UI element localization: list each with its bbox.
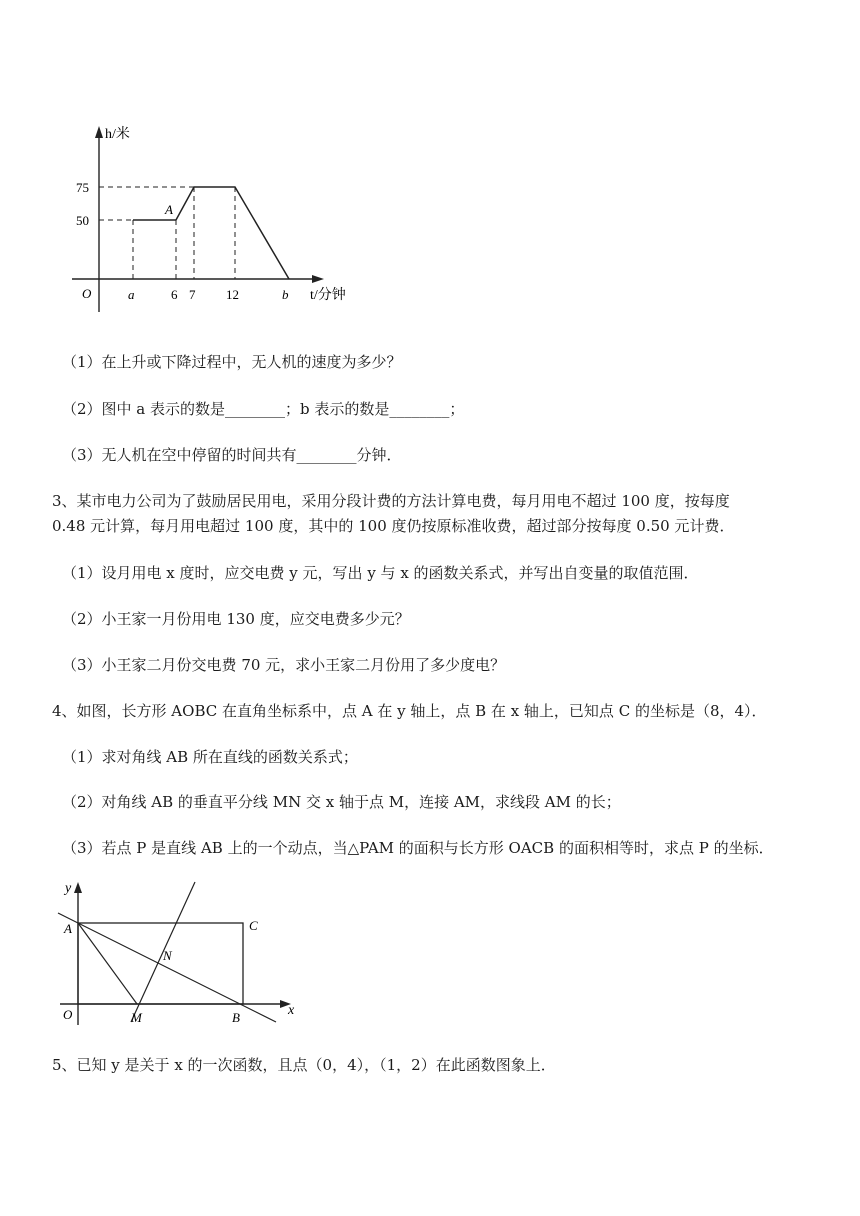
graph1-tick-7: 7: [189, 287, 196, 302]
graph1-tick-a: a: [128, 287, 135, 302]
p4-question-1: （1）求对角线 AB 所在直线的函数关系式；: [62, 748, 358, 766]
graph1-y-label: h/米: [105, 127, 130, 142]
label-M: M: [131, 1010, 142, 1025]
p4-stem: 4、如图，长方形 AOBC 在直角坐标系中，点 A 在 y 轴上，点 B 在 x 轴上，已知点 C 的坐标是（8，4）．: [52, 702, 767, 720]
segment-AM: [78, 923, 137, 1004]
altitude-time-graph: [0, 0, 860, 330]
graph2-y-label: y: [65, 881, 72, 896]
label-C: C: [249, 918, 258, 933]
p3-question-2: （2）小王家一月份用电 130 度，应交电费多少元？: [62, 610, 410, 628]
graph1-x-label: t/分钟: [310, 288, 346, 303]
p4-question-2: （2）对角线 AB 的垂直平分线 MN 交 x 轴于点 M，连接 AM，求线段 AM 的长；: [62, 793, 621, 811]
label-B: B: [232, 1010, 240, 1025]
graph1-tick-12: 12: [226, 287, 239, 302]
graph1-tick-6: 6: [171, 287, 178, 302]
graph1-x-arrow: [312, 275, 324, 283]
graph1-origin: O: [82, 286, 92, 301]
p5-stem: 5、已知 y 是关于 x 的一次函数，且点（0，4），（1，2）在此函数图象上．: [52, 1056, 556, 1074]
p2-question-3: （3）无人机在空中停留的时间共有________分钟．: [62, 446, 402, 464]
label-N: N: [163, 948, 172, 963]
altitude-path: [133, 187, 289, 279]
p2-question-2: （2）图中 a 表示的数是________；b 表示的数是________；: [62, 400, 465, 418]
label-O: O: [63, 1007, 73, 1022]
graph1-tick-50: 50: [76, 213, 89, 228]
rectangle-diagram: [0, 875, 860, 1045]
graph1-point-A: A: [165, 202, 173, 217]
p3-question-3: （3）小王家二月份交电费 70 元，求小王家二月份用了多少度电？: [62, 656, 506, 674]
graph1-tick-b: b: [282, 287, 289, 302]
graph2-y-arrow: [74, 882, 82, 893]
p3-stem-line1: 3、某市电力公司为了鼓励居民用电，采用分段计费的方法计算电费，每月用电不超过 100 度，按每度: [52, 492, 730, 510]
p4-question-3: （3）若点 P 是直线 AB 上的一个动点，当△PAM 的面积与长方形 OACB 的面积相等时，求点 P 的坐标．: [62, 839, 774, 857]
graph2-x-label: x: [288, 1003, 295, 1018]
graph1-tick-75: 75: [76, 180, 89, 195]
p3-stem-line2: 0.48 元计算，每月用电超过 100 度，其中的 100 度仍按原标准收费，超过部分按每度 0.50 元计费．: [52, 517, 735, 535]
p3-question-1: （1）设月用电 x 度时，应交电费 y 元，写出 y 与 x 的函数关系式，并写出自变量的取值范围．: [62, 564, 699, 582]
label-A: A: [64, 921, 72, 936]
p2-question-1: （1）在上升或下降过程中，无人机的速度为多少？: [62, 353, 402, 371]
graph1-y-arrow: [95, 126, 103, 138]
